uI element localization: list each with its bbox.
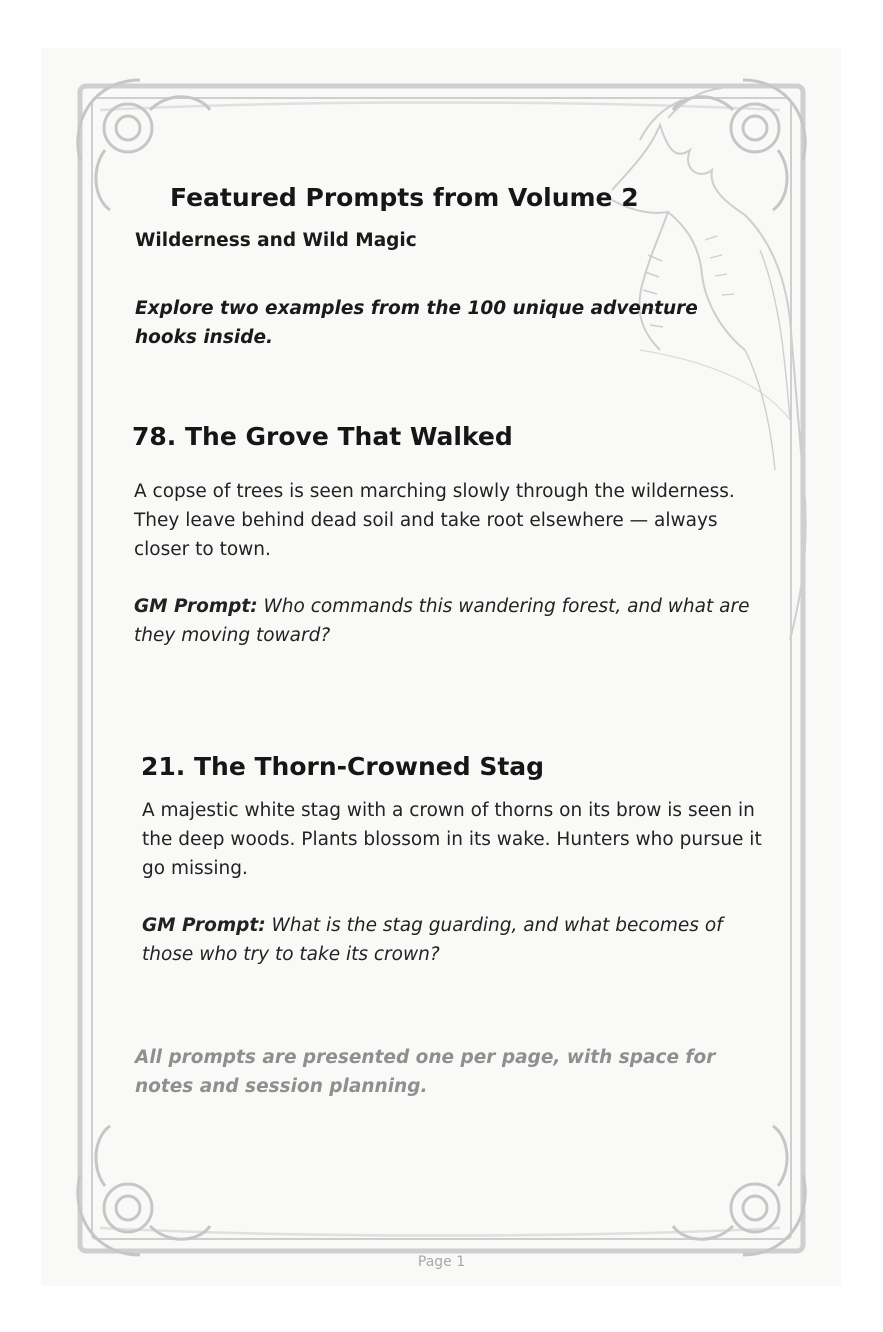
page-title: Featured Prompts from Volume 2 bbox=[170, 183, 639, 212]
gm-prompt-text: Who commands this wandering forest, and what are they moving toward? bbox=[134, 596, 750, 646]
gm-prompt-label: GM Prompt: bbox=[134, 596, 258, 617]
prompt-heading-stag: 21. The Thorn-Crowned Stag bbox=[141, 752, 545, 781]
prompt-description-stag: A majestic white stag with a crown of thorns on its brow is seen in the deep woods. Plants blossom in its wake. Hunters who pursue it go missing. bbox=[142, 800, 762, 879]
gm-prompt-stag bbox=[142, 911, 762, 969]
prompt-description-grove: A copse of trees is seen marching slowly through the wilderness. They leave behind dead soil and take root elsewhere — always closer to town. bbox=[134, 481, 735, 560]
page-subtitle: Wilderness and Wild Magic bbox=[135, 230, 417, 251]
prompt-heading-grove: 78. The Grove That Walked bbox=[132, 422, 513, 451]
intro-text: Explore two examples from the 100 unique adventure hooks inside. bbox=[135, 298, 698, 348]
footer-note: All prompts are presented one per page, with space for notes and session planning. bbox=[135, 1047, 716, 1097]
gm-prompt-text: What is the stag guarding, and what becomes of those who try to take its crown? bbox=[142, 915, 723, 965]
gm-prompt-grove bbox=[134, 592, 754, 650]
gm-prompt-label: GM Prompt: bbox=[142, 915, 266, 936]
page-number: Page 1 bbox=[417, 1254, 466, 1270]
